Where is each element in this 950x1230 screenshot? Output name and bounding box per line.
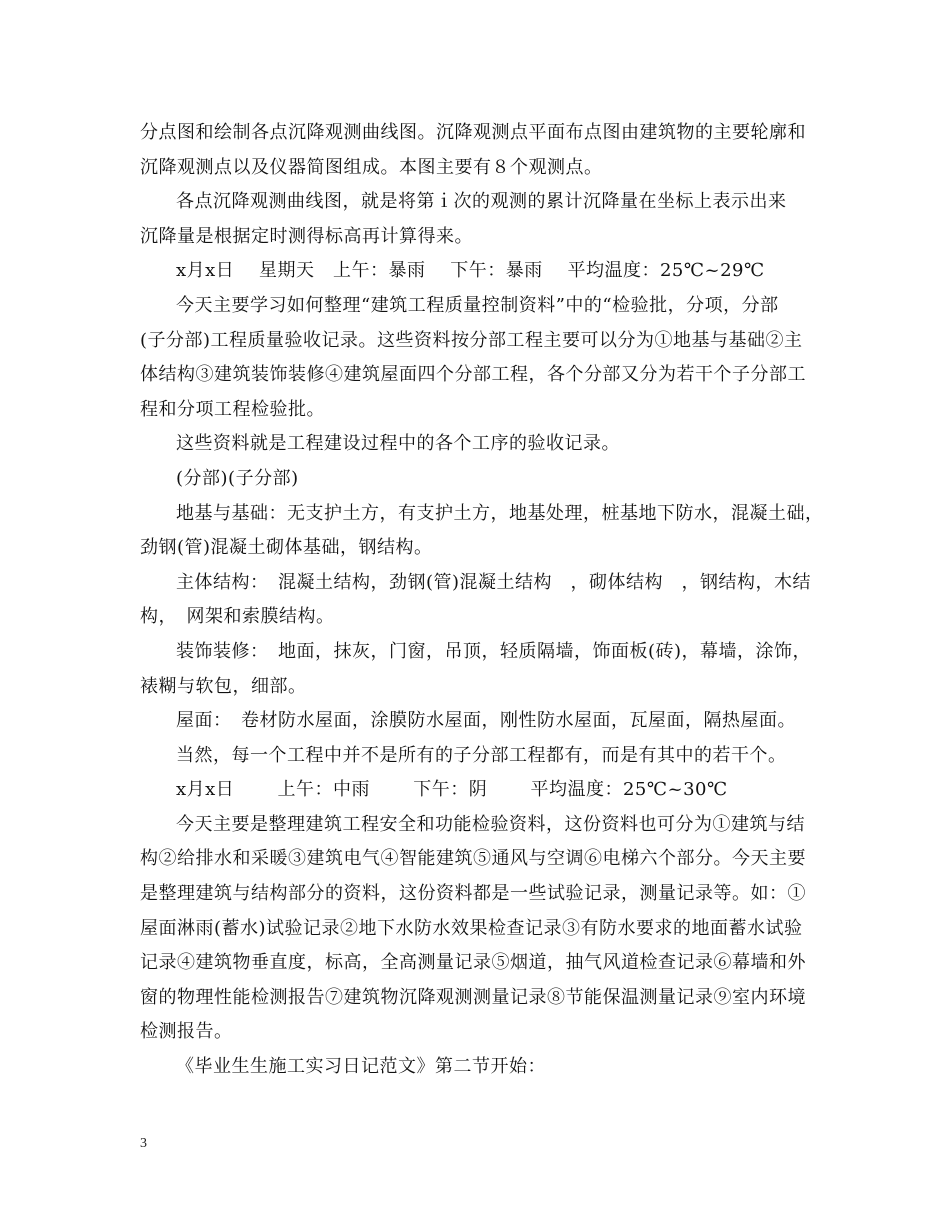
text-line: 主体结构： 混凝土结构，劲钢(管)混凝土结构 ，砌体结构 ，钢结构，木结: [176, 571, 812, 593]
text-line: x月x日 上午：中雨 下午：阴 平均温度：25℃~30℃: [176, 779, 728, 801]
text-line: 《毕业生生施工实习日记范文》第二节开始：: [176, 1056, 546, 1078]
text-line: 体结构③建筑装饰装修④建筑屋面四个分部工程，各个分部又分为若干个子分部工: [140, 364, 806, 386]
text-line: 当然，每一个工程中并不是所有的子分部工程都有，而是有其中的若干个。: [176, 744, 787, 766]
text-line: 记录④建筑物垂直度，标高，全高测量记录⑤烟道，抽气风道检查记录⑥幕墙和外: [140, 952, 806, 974]
text-line: 构， 网架和索膜结构。: [140, 606, 335, 628]
text-line: 这些资料就是工程建设过程中的各个工序的验收记录。: [176, 433, 620, 455]
text-line: 沉降观测点以及仪器简图组成。本图主要有８个观测点。: [140, 156, 603, 178]
text-line: 裱糊与软包，细部。: [140, 675, 307, 697]
text-line: 地基与基础：无支护土方，有支护土方，地基处理，桩基地下防水，混凝土础，: [176, 502, 824, 524]
text-line: 构②给排水和采暖③建筑电气④智能建筑⑤通风与空调⑥电梯六个部分。今天主要: [140, 848, 806, 870]
document-body: [140, 116, 824, 1085]
text-line: 各点沉降观测曲线图，就是将第ｉ次的观测的累计沉降量在坐标上表示出来: [176, 191, 787, 213]
text-line: x月x日 星期天 上午：暴雨 下午：暴雨 平均温度：25℃~29℃: [176, 260, 765, 282]
text-line: 检测报告。: [140, 1021, 233, 1043]
text-line: 屋面淋雨(蓄水)试验记录②地下水防水效果检查记录③有防水要求的地面蓄水试验: [140, 917, 803, 939]
text-line: 屋面： 卷材防水屋面，涂膜防水屋面，刚性防水屋面，瓦屋面，隔热屋面。: [176, 710, 796, 732]
text-line: (子分部)工程质量验收记录。这些资料按分部工程主要可以分为①地基与基础②主: [140, 329, 803, 351]
text-line: 劲钢(管)混凝土砌体基础，钢结构。: [140, 537, 433, 559]
page-number: 3: [140, 1136, 147, 1151]
text-line: 沉降量是根据定时测得标高再计算得来。: [140, 225, 473, 247]
text-line: (分部)(子分部): [176, 467, 299, 489]
text-line: 程和分项工程检验批。: [140, 398, 325, 420]
text-line: 今天主要是整理建筑工程安全和功能检验资料，这份资料也可分为①建筑与结: [176, 813, 805, 835]
text-line: 是整理建筑与结构部分的资料，这份资料都是一些试验记录，测量记录等。如：①: [140, 883, 806, 905]
text-line: 窗的物理性能检测报告⑦建筑物沉降观测测量记录⑧节能保温测量记录⑨室内环境: [140, 986, 806, 1008]
text-line: 今天主要学习如何整理“建筑工程质量控制资料”中的“检验批，分项，分部: [176, 294, 779, 316]
text-line: 分点图和绘制各点沉降观测曲线图。沉降观测点平面布点图由建筑物的主要轮廓和: [140, 122, 806, 143]
text-line: 装饰装修： 地面，抹灰，门窗，吊顶，轻质隔墙，饰面板(砖)，幕墙，涂饰，: [176, 640, 812, 662]
